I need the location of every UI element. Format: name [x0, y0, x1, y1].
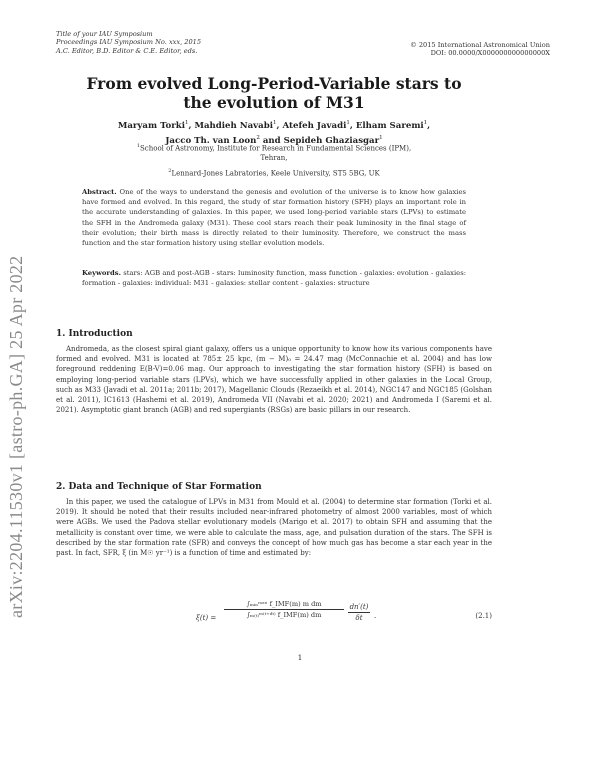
author-list: Maryam Torki$^1$, Mahdieh Navabi$^1$, Atefeh Javadi$^1$, Elham Saremi$^1$, Jacco Th. van Loon$^2$ and Sepideh Ghaziasgar$^1$ — [117, 120, 431, 146]
fraction-bar — [224, 609, 344, 610]
author-affiliation-sup: 1 — [379, 134, 383, 141]
arxiv-stamp: arXiv:2204.11530v1 [astro-ph.GA] 25 Apr 2022 — [6, 255, 26, 618]
affiliation-1: $^1$School of Astronomy, Institute for Research in Fundamental Sciences (IPM), Tehran, — [136, 143, 412, 163]
author-name: Sepideh Ghaziasgar — [283, 135, 380, 146]
affiliation-2: $^2$Lennard-Jones Labratories, Keele University, ST5 5BG, UK — [168, 168, 380, 178]
paper-title — [56, 74, 492, 112]
copyright-header — [410, 41, 550, 58]
equation-main-fraction — [224, 600, 344, 619]
section-heading-data-technique: 2. Data and Technique of Star Formation — [56, 482, 262, 492]
keywords-text: stars: AGB and post-AGB - stars: luminosity function, mass function - galaxies: evolution - galaxies: formation - galaxies: individual: M31 - galaxies: stellar content - galaxies: structure — [82, 269, 466, 288]
keywords — [82, 268, 466, 288]
title-line-1: From evolved Long-Period-Variable stars to — [86, 74, 462, 93]
equation-period: . — [374, 612, 377, 620]
journal-title: Title of your IAU Symposium — [56, 30, 153, 38]
copyright-line: © 2015 International Astronomical Union — [410, 41, 550, 49]
author-affiliation-sup: 1 — [423, 120, 428, 126]
abstract-label: Abstract. — [82, 188, 117, 196]
equation-rate-fraction — [348, 603, 370, 622]
author-name: Atefeh Javadi — [282, 120, 347, 131]
data-technique-text: In this paper, we used the catalogue of LPVs in M31 from Mould et al. (2004) to determine star formation (Torki et al. 2019). It should be noted that their results included near-infrared photometry of almost 2000 variables, most of which were AGBs. We used the Padova stellar evolutionary models (Marigo et al. 2017) to obtain SFH and assuming that the metallicity is constant over time, we were able to calculate the mass, age, and pulsation duration of the stars. The SFH is described by the star formation rate (SFR) and conveys the concept of how much gas has become a star each year in the past. In fact, SFR, ξ (in M☉ yr⁻¹) is a function of time and estimated by: — [56, 498, 492, 558]
author-affiliation-sup: 1 — [273, 120, 277, 126]
doi-line: DOI: 00.0000/X000000000000000X — [430, 49, 550, 58]
author-name: Mahdieh Navabi — [194, 120, 274, 131]
editors-line: A.C. Editor, B.D. Editor & C.E. Editor, eds. — [56, 46, 198, 55]
abstract — [82, 187, 466, 248]
author-affiliation-sup: 1 — [346, 120, 350, 126]
equation-number: (2.1) — [475, 612, 492, 620]
rate-denominator: δt — [355, 614, 363, 622]
equation-denominator: ∫ₘ₍ₜ₎ᵐ⁽ᵗ⁺ᵈᵗ⁾ f_IMF(m) dm — [246, 611, 322, 619]
proceedings-line: Proceedings IAU Symposium No. xxx, 2015 — [56, 38, 202, 47]
author-affiliation-sup: 2 — [256, 134, 260, 141]
introduction-text: Andromeda, as the closest spiral giant galaxy, offers us a unique opportunity to know how its various components have formed and evolved. M31 is located at 785± 25 kpc, (m − M)₀ = 24.47 mag (McConnachie et al. 2004) and has low foreground reddening E(B-V)=0.06 mag. Our approach to investigating the star formation history (SFH) is based on employing long-period variable stars (LPVs), which we have successfully applied in other galaxies in the Local Group, such as M33 (Javadi et al. 2011a; 2011b; 2017), Magellanic Clouds (Rezaeikh et al. 2014), NGC147 and NGC185 (Golshan et al. 2011), IC1613 (Hashemi et al. 2019), Andromeda VII (Navabi et al. 2020; 2021) and Andromeda I (Saremi et al. 2021). Asymptotic giant branch (AGB) and red supergiants (RSGs) are basic pillars in our research. — [56, 345, 492, 415]
author-name: Maryam Torki — [117, 120, 185, 131]
equation-2-1 — [56, 600, 492, 640]
fraction-bar — [348, 612, 370, 613]
section-heading-introduction: 1. Introduction — [56, 329, 133, 339]
page-number: 1 — [297, 653, 303, 662]
equation-lhs: ξ(t) = — [196, 614, 217, 622]
equation-numerator: ∫ₘᵢₙᵐᵃˣ f_IMF(m) m dm — [246, 600, 322, 608]
journal-header — [56, 30, 201, 55]
abstract-text: One of the ways to understand the genesis and evolution of the universe is to know how galaxies have formed and evolved. In this regard, the study of star formation history (SFH) plays an important role in the accurate understanding of galaxies. In this paper, we used long-period variable stars (LPVs) to estimate the SFH in the Andromeda galaxy (M31). These cool stars reach their peak luminosity in the final stage of their evolution; their birth mass is directly related to their luminosity. Therefore, we construct the mass function and the star formation history using stellar evolution models. — [82, 188, 466, 248]
author-name: Jacco Th. van Loon — [165, 135, 257, 146]
author-name: Elham Saremi — [355, 120, 424, 131]
title-line-2: the evolution of M31 — [183, 93, 365, 112]
author-affiliation-sup: 1 — [184, 120, 189, 126]
keywords-label: Keywords. — [82, 269, 121, 277]
rate-numerator: dn′(t) — [349, 603, 369, 611]
